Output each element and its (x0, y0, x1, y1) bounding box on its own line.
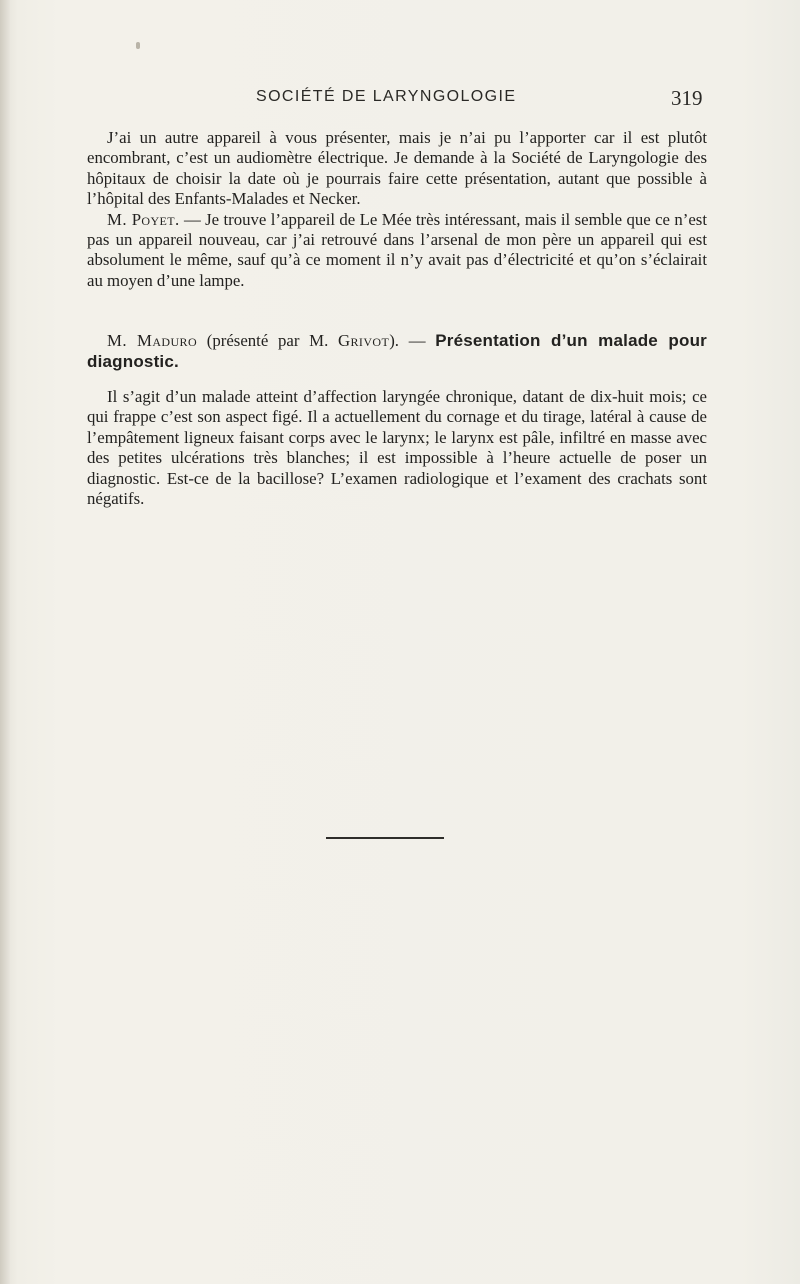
paragraph-case-description: Il s’agit d’un malade atteint d’affection laryngée chronique, datant de dix-huit mois; ce qui frappe c’est son aspect figé. Il a actuellement du cornage et du tirage, latéral à cause de l’empâtement ligneux faisant corps avec le larynx; le larynx est pâle, infiltré en masse avec des petites ulcérations très blanches; il est impossible à l’heure actuelle de poser un diagnostic. Est-ce de la bacillose? L’examen radiologique et l’exament des crachats sont négatifs. (87, 387, 707, 509)
presenter-detail-name: Grivot (338, 331, 390, 351)
paragraph-poyet (87, 210, 707, 292)
scan-dust-mark (136, 42, 140, 49)
presentation-title: Présentation d’un malade pour diagnostic. (87, 331, 707, 371)
speaker-name: M. Poyet. (107, 209, 180, 229)
page-binding-edge (0, 0, 10, 1284)
running-header-title: SOCIÉTÉ DE LARYNGOLOGIE (256, 88, 517, 105)
section-end-rule (326, 837, 444, 839)
presenter-name: M. Maduro (107, 331, 198, 351)
presentation-heading (87, 331, 707, 372)
main-text (87, 128, 707, 510)
presenter-detail-close: ). — (389, 331, 436, 351)
presenter-detail-open: (présenté par M. (197, 331, 338, 351)
paragraph-audiometer: J’ai un autre appareil à vous présenter, mais je n’ai pu l’apporter car il est plutôt encombrant, c’est un audiomètre électrique. Je demande à la Société de Laryngologie des hôpitaux de choisir la date où je pourrais faire cette présentation, autant que possible à l’hôpital des Enfants-Malades et Necker. (87, 128, 707, 209)
poyet-remark: — Je trouve l’appareil de Le Mée très intéressant, mais il semble que ce n’est pas un appareil nouveau, car j’ai retrouvé dans l’arsenal de mon père un appareil qui est absolument le même, sauf qu’à ce moment il n’y avait pas d’électricité et qu’on s’éclairait au moyen d’une lampe. (87, 209, 707, 290)
page-number: 319 (671, 86, 703, 110)
